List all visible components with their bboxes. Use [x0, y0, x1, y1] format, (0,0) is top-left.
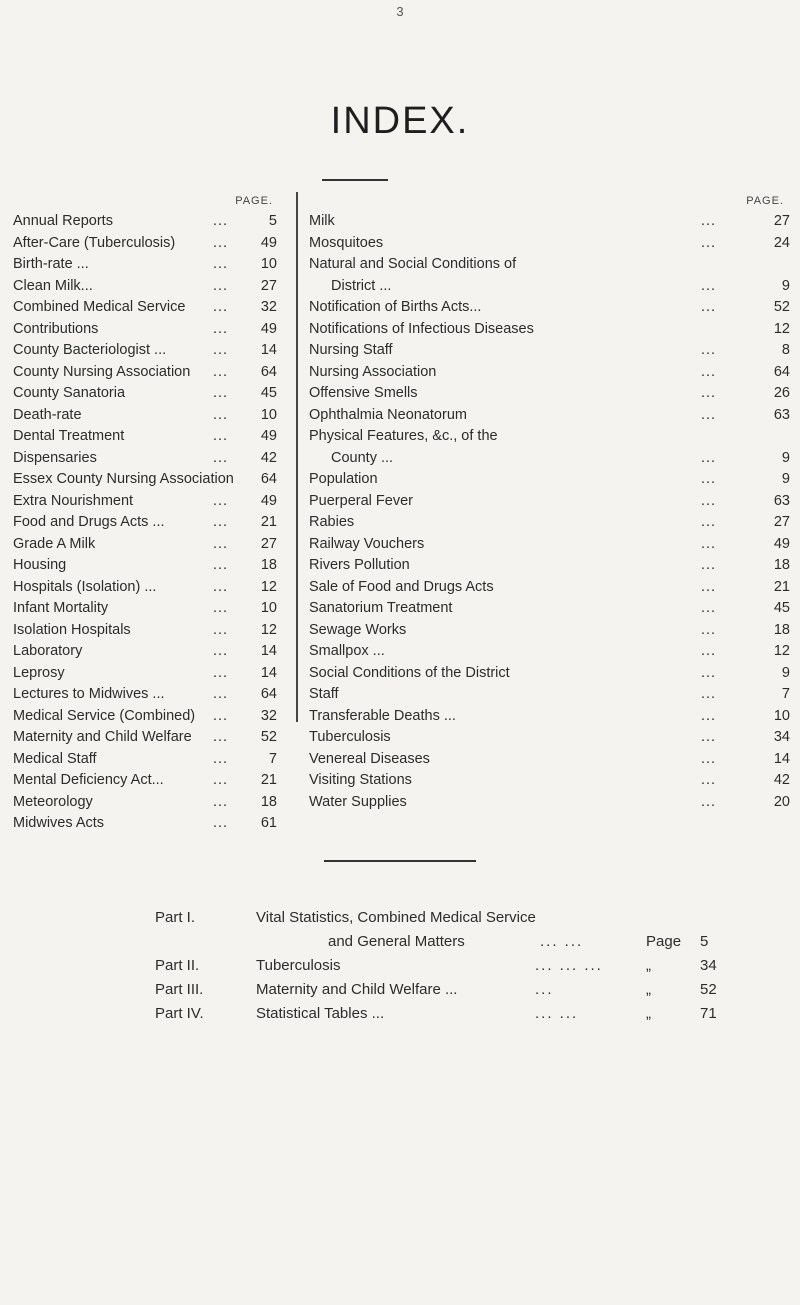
index-entry	[13, 620, 293, 642]
entry-label: Laboratory	[13, 643, 83, 659]
index-entry	[309, 684, 796, 706]
entry-page-number: 27	[773, 514, 790, 530]
entry-label: Sewage Works	[309, 621, 407, 638]
entry-page-number: 49	[260, 320, 277, 337]
leader-dots: ...	[701, 277, 717, 294]
leader-dots: ... ...	[535, 1005, 579, 1022]
entry-page-number: 34	[773, 729, 790, 745]
entry-label: After-Care (Tuberculosis)	[13, 234, 176, 251]
part-title: Vital Statistics, Combined Medical Service	[256, 909, 536, 926]
entry-label: District ...	[331, 277, 392, 294]
entry-label: County Bacteriologist ...	[13, 342, 167, 358]
entry-label: Infant Mortality	[13, 600, 109, 616]
index-entry	[309, 448, 796, 470]
index-entry	[309, 512, 796, 534]
index-entry	[13, 706, 293, 728]
leader-dots: ...	[701, 557, 717, 573]
leader-dots: ...	[213, 256, 229, 272]
entry-label: Sanatorium Treatment	[309, 600, 453, 616]
part-page-number: 52	[700, 981, 717, 998]
leader-dots: ...	[701, 750, 717, 767]
entry-page-number: 64	[773, 363, 790, 380]
entry-page-number: 7	[268, 750, 277, 767]
entry-page-number: 10	[260, 256, 277, 272]
index-entry	[13, 254, 293, 276]
leader-dots: ...	[213, 729, 229, 745]
index-entry	[13, 749, 293, 771]
index-entry	[309, 383, 796, 405]
index-entry	[13, 233, 293, 255]
part-page-number: 5	[700, 933, 709, 950]
leader-dots: ...	[701, 600, 717, 616]
entry-page-number: 32	[260, 707, 277, 724]
entry-page-number: 52	[260, 729, 277, 745]
leader-dots: ...	[701, 772, 717, 788]
entry-label: Death-rate	[13, 406, 82, 423]
entry-label: Midwives Acts	[13, 815, 105, 831]
leader-dots: ...	[213, 535, 229, 552]
leader-dots: ...	[213, 600, 229, 616]
entry-label: County ...	[331, 449, 394, 466]
leader-dots: ...	[213, 299, 229, 315]
part-label: Part IV.	[155, 1005, 204, 1022]
index-entry	[309, 749, 796, 771]
part-row	[0, 906, 800, 930]
entry-label: Rivers Pollution	[309, 557, 410, 573]
leader-dots: ...	[213, 234, 229, 251]
part-title: Maternity and Child Welfare ...	[256, 981, 458, 998]
index-entry	[309, 469, 796, 491]
leader-dots: ...	[701, 385, 717, 401]
page-number: 3	[396, 4, 404, 19]
entry-label: Physical Features, &c., of the	[309, 428, 498, 444]
index-entry	[13, 448, 293, 470]
entry-label: Isolation Hospitals	[13, 621, 131, 638]
index-entry	[309, 770, 796, 792]
entry-page-number: 49	[773, 535, 790, 552]
leader-dots: ...	[213, 449, 229, 466]
index-entry	[13, 770, 293, 792]
index-entry	[13, 469, 293, 491]
leader-dots: ...	[213, 793, 229, 810]
entry-label: Grade A Milk	[13, 535, 96, 552]
section-rule	[324, 860, 476, 862]
entry-page-number: 42	[260, 449, 277, 466]
entry-label: Meteorology	[13, 793, 93, 810]
entry-page-number: 9	[781, 471, 790, 487]
leader-dots: ...	[213, 664, 229, 681]
index-entry	[13, 297, 293, 319]
index-entry	[13, 577, 293, 599]
entry-page-number: 9	[781, 277, 790, 294]
index-entry	[13, 426, 293, 448]
entry-label: Staff	[309, 686, 339, 702]
leader-dots: ...	[701, 793, 717, 810]
entry-label: Extra Nourishment	[13, 492, 134, 509]
entry-label: Natural and Social Conditions of	[309, 256, 517, 272]
index-entry	[309, 491, 796, 513]
index-entry	[13, 813, 293, 835]
entry-page-number: 10	[260, 600, 277, 616]
entry-label: Lectures to Midwives ...	[13, 686, 165, 702]
index-entry	[13, 598, 293, 620]
entry-label: Mosquitoes	[309, 234, 384, 251]
leader-dots: ...	[535, 981, 554, 998]
index-entry	[309, 211, 796, 233]
entry-page-number: 63	[773, 492, 790, 509]
entry-label: Venereal Diseases	[309, 750, 430, 767]
leader-dots: ... ...	[540, 933, 584, 950]
entry-label: Railway Vouchers	[309, 535, 425, 552]
leader-dots: ...	[701, 342, 717, 358]
leader-dots: ...	[213, 277, 229, 294]
part-label: Part II.	[155, 957, 200, 974]
part-page-number: 71	[700, 1005, 717, 1022]
leader-dots: ...	[213, 385, 229, 401]
entry-label: Nursing Association	[309, 363, 437, 380]
leader-dots: ...	[213, 514, 229, 530]
entry-label: Smallpox ...	[309, 643, 385, 659]
entry-page-number: 26	[773, 385, 790, 401]
entry-label: Notification of Births Acts...	[309, 299, 482, 315]
entry-label: Ophthalmia Neonatorum	[309, 406, 467, 423]
entry-page-number: 18	[773, 621, 790, 638]
leader-dots: ...	[701, 213, 717, 229]
entry-label: Population	[309, 471, 378, 487]
entry-page-number: 32	[260, 299, 277, 315]
index-entry	[309, 340, 796, 362]
entry-label: Nursing Staff	[309, 342, 393, 358]
entry-label: Annual Reports	[13, 213, 113, 229]
entry-label: County Nursing Association	[13, 363, 191, 380]
page-word: „	[646, 1005, 651, 1022]
entry-label: Housing	[13, 557, 67, 573]
leader-dots: ...	[701, 707, 717, 724]
entry-label: Tuberculosis	[309, 729, 391, 745]
entry-label: Clean Milk...	[13, 277, 93, 294]
page-word: „	[646, 957, 651, 974]
entry-page-number: 14	[260, 664, 277, 681]
entry-page-number: 10	[773, 707, 790, 724]
part-row	[0, 978, 800, 1002]
index-entry	[309, 319, 796, 341]
part-title: and General Matters	[328, 933, 465, 950]
leader-dots: ...	[701, 621, 717, 638]
index-entry	[13, 383, 293, 405]
index-entry	[309, 663, 796, 685]
index-title: INDEX.	[330, 100, 470, 142]
index-entry	[309, 362, 796, 384]
entry-label: Sale of Food and Drugs Acts	[309, 578, 494, 595]
part-label: Part III.	[155, 981, 204, 998]
entry-label: Birth-rate ...	[13, 256, 89, 272]
entry-page-number: 21	[773, 578, 790, 595]
index-entry	[13, 211, 293, 233]
index-entry	[309, 555, 796, 577]
index-entry	[309, 297, 796, 319]
index-entry	[309, 792, 796, 814]
leader-dots: ...	[701, 686, 717, 702]
entry-page-number: 49	[260, 234, 277, 251]
index-entry	[13, 684, 293, 706]
leader-dots: ...	[213, 342, 229, 358]
page-column-header: PAGE.	[746, 195, 784, 207]
entry-page-number: 45	[773, 600, 790, 616]
entry-page-number: 14	[260, 643, 277, 659]
leader-dots: ...	[701, 514, 717, 530]
leader-dots: ...	[701, 664, 717, 681]
index-entry	[13, 555, 293, 577]
leader-dots: ...	[701, 492, 717, 509]
entry-page-number: 24	[773, 234, 790, 251]
entry-label: Milk	[309, 213, 335, 229]
entry-page-number: 5	[268, 213, 277, 229]
entry-page-number: 14	[773, 750, 790, 767]
leader-dots: ...	[213, 213, 229, 229]
leader-dots: ...	[701, 299, 717, 315]
index-entry	[309, 254, 796, 276]
page-word: Page	[646, 933, 682, 950]
leader-dots: ...	[701, 363, 717, 380]
index-entry	[13, 340, 293, 362]
index-entry	[13, 641, 293, 663]
leader-dots: ...	[213, 686, 229, 702]
leader-dots: ...	[213, 707, 229, 724]
leader-dots: ...	[701, 449, 717, 466]
leader-dots: ...	[701, 643, 717, 659]
entry-label: Dispensaries	[13, 449, 97, 466]
index-left-column	[13, 191, 293, 835]
entry-label: Dental Treatment	[13, 428, 125, 444]
part-title: Tuberculosis	[256, 957, 341, 974]
index-entry	[309, 620, 796, 642]
index-entry	[13, 405, 293, 427]
leader-dots: ...	[701, 234, 717, 251]
entry-label: Essex County Nursing Association	[13, 471, 234, 487]
entry-label: Visiting Stations	[309, 772, 412, 788]
leader-dots: ...	[213, 557, 229, 573]
entry-page-number: 21	[260, 772, 277, 788]
entry-page-number: 12	[773, 643, 790, 659]
entry-page-number: 42	[773, 772, 790, 788]
index-entry	[13, 512, 293, 534]
entry-page-number: 64	[260, 471, 277, 487]
entry-label: Combined Medical Service	[13, 299, 186, 315]
entry-label: County Sanatoria	[13, 385, 126, 401]
leader-dots: ...	[213, 750, 229, 767]
leader-dots: ...	[701, 471, 717, 487]
entry-page-number: 8	[781, 342, 790, 358]
entry-label: Maternity and Child Welfare	[13, 729, 192, 745]
entry-label: Social Conditions of the District	[309, 664, 510, 681]
entry-page-number: 18	[260, 557, 277, 573]
leader-dots: ...	[701, 729, 717, 745]
index-entry	[309, 577, 796, 599]
entry-label: Contributions	[13, 320, 99, 337]
entry-page-number: 49	[260, 428, 277, 444]
parts-list	[0, 906, 800, 1026]
entry-page-number: 12	[260, 621, 277, 638]
entry-label: Water Supplies	[309, 793, 407, 810]
index-entry	[309, 641, 796, 663]
title-rule	[322, 179, 388, 181]
entry-page-number: 63	[773, 406, 790, 423]
left-entries	[13, 211, 293, 835]
entry-label: Medical Service (Combined)	[13, 707, 196, 724]
index-entry	[309, 276, 796, 298]
entry-label: Offensive Smells	[309, 385, 418, 401]
right-entries	[309, 211, 796, 813]
index-entry	[13, 362, 293, 384]
entry-page-number: 64	[260, 686, 277, 702]
entry-page-number: 18	[773, 557, 790, 573]
entry-page-number: 52	[773, 299, 790, 315]
entry-label: Puerperal Fever	[309, 492, 413, 509]
entry-page-number: 12	[773, 320, 790, 337]
entry-page-number: 12	[260, 578, 277, 595]
index-entry	[309, 534, 796, 556]
page-column-header: PAGE.	[235, 195, 273, 207]
index-entry	[13, 276, 293, 298]
index-entry	[13, 792, 293, 814]
entry-label: Mental Deficiency Act...	[13, 772, 164, 788]
leader-dots: ...	[213, 406, 229, 423]
index-entry	[309, 233, 796, 255]
entry-page-number: 9	[781, 664, 790, 681]
entry-page-number: 9	[781, 449, 790, 466]
part-page-number: 34	[700, 957, 717, 974]
index-entry	[13, 534, 293, 556]
entry-page-number: 27	[260, 277, 277, 294]
entry-page-number: 18	[260, 793, 277, 810]
leader-dots: ...	[213, 772, 229, 788]
index-right-column	[309, 191, 796, 813]
entry-page-number: 7	[781, 686, 790, 702]
column-divider	[296, 192, 298, 722]
part-label: Part I.	[155, 909, 196, 926]
leader-dots: ...	[213, 320, 229, 337]
leader-dots: ...	[701, 406, 717, 423]
index-entry	[13, 491, 293, 513]
index-entry	[13, 319, 293, 341]
leader-dots: ...	[213, 643, 229, 659]
entry-label: Medical Staff	[13, 750, 97, 767]
part-title: Statistical Tables ...	[256, 1005, 385, 1022]
entry-label: Leprosy	[13, 664, 65, 681]
entry-page-number: 64	[260, 363, 277, 380]
entry-page-number: 10	[260, 406, 277, 423]
leader-dots: ...	[213, 815, 229, 831]
part-row	[0, 1002, 800, 1026]
page-word: „	[646, 981, 651, 998]
entry-page-number: 27	[260, 535, 277, 552]
entry-page-number: 61	[260, 815, 277, 831]
part-row	[0, 930, 800, 954]
index-entry	[309, 727, 796, 749]
leader-dots: ...	[213, 428, 229, 444]
entry-page-number: 27	[773, 213, 790, 229]
entry-label: Transferable Deaths ...	[309, 707, 456, 724]
leader-dots: ...	[213, 363, 229, 380]
leader-dots: ...	[213, 578, 229, 595]
index-entry	[309, 706, 796, 728]
leader-dots: ...	[701, 578, 717, 595]
entry-page-number: 20	[773, 793, 790, 810]
entry-label: Notifications of Infectious Diseases	[309, 320, 534, 337]
entry-page-number: 49	[260, 492, 277, 509]
entry-label: Food and Drugs Acts ...	[13, 514, 165, 530]
index-entry	[309, 598, 796, 620]
index-entry	[309, 426, 796, 448]
leader-dots: ...	[213, 621, 229, 638]
leader-dots: ...	[701, 535, 717, 552]
entry-page-number: 21	[260, 514, 277, 530]
index-entry	[13, 663, 293, 685]
leader-dots: ... ... ...	[535, 957, 603, 974]
entry-page-number: 45	[260, 385, 277, 401]
leader-dots: ...	[213, 492, 229, 509]
entry-label: Rabies	[309, 514, 355, 530]
entry-page-number: 14	[260, 342, 277, 358]
part-row	[0, 954, 800, 978]
index-entry	[13, 727, 293, 749]
index-entry	[309, 405, 796, 427]
entry-label: Hospitals (Isolation) ...	[13, 578, 157, 595]
